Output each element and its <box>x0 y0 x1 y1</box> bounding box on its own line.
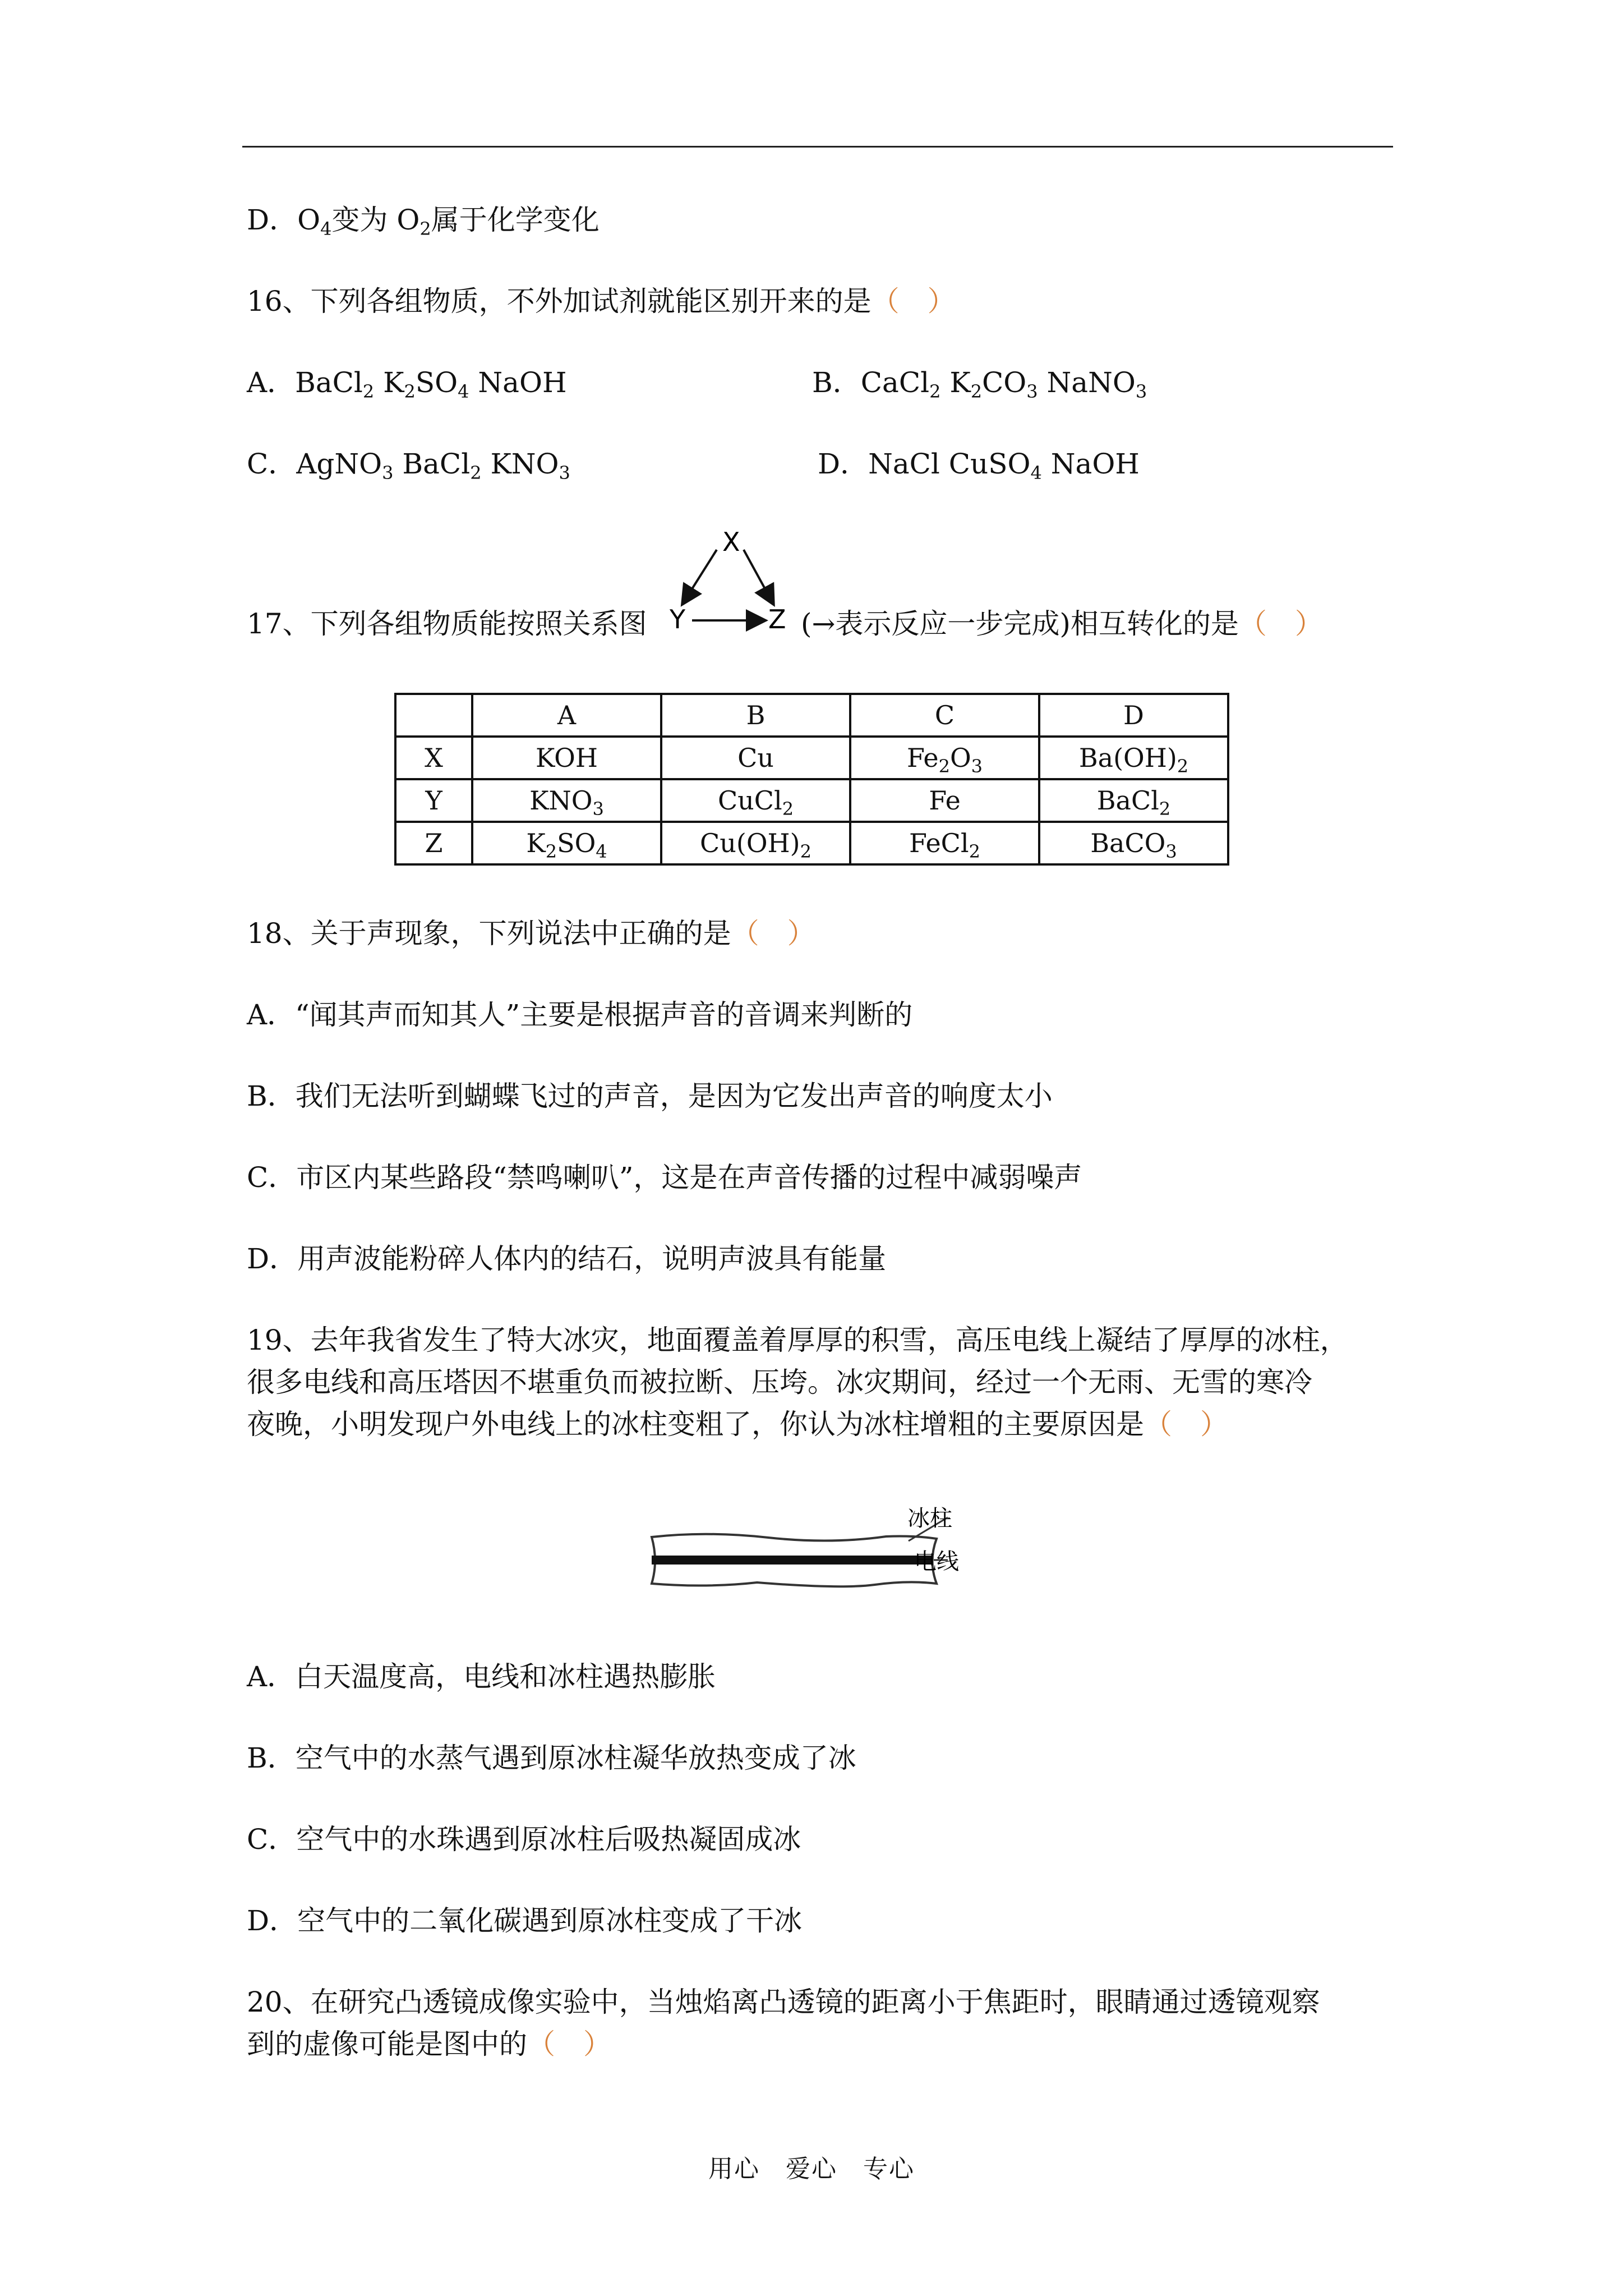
q19-stem-line3: 夜晚，小明发现户外电线上的冰柱变粗了，你认为冰柱增粗的主要原因是（ ） <box>247 1408 1228 1441</box>
q18-option-c: C．市区内某些路段“禁鸣喇叭”，这是在声音传播的过程中减弱噪声 <box>247 1161 1082 1194</box>
table-cell: $KNO_3$ <box>472 779 661 822</box>
table-cell: $Fe_2O_3$ <box>850 737 1039 779</box>
wire-label: 电线 <box>914 1549 959 1575</box>
q17-table <box>394 693 1229 866</box>
row-label: Y <box>395 779 472 822</box>
diagram-z: Z <box>768 604 786 634</box>
q16-stem: 16、下列各组物质，不外加试剂就能区别开来的是（ ） <box>247 285 956 318</box>
q16-option-b: B．CaCl$_2$ $K_2CO_3$ NaNO$_3$ <box>812 366 1147 402</box>
ice-wire-figure <box>645 1495 981 1607</box>
q20-stem-line1: 20、在研究凸透镜成像实验中，当烛焰离凸透镜的距离小于焦距时，眼睛通过透镜观察 <box>247 1986 1320 2018</box>
table-header-cell: A <box>472 694 661 737</box>
q17-stem-post: (→表示反应一步完成)相互转化的是（ ） <box>801 608 1323 640</box>
row-label: Z <box>395 822 472 864</box>
q16-option-a: A．BaCl$_2$ $K_2SO_4$ NaOH <box>247 366 567 402</box>
q15-option-d: D．$O_4$变为 $O_2$属于化学变化 <box>247 204 600 240</box>
q18-stem: 18、关于声现象，下列说法中正确的是（ ） <box>247 917 815 950</box>
table-row <box>395 822 1228 864</box>
diagram-y: Y <box>670 604 686 634</box>
table-cell: Fe <box>850 779 1039 822</box>
q20-stem-line2: 到的虚像可能是图中的（ ） <box>247 2028 611 2060</box>
q19-stem-line2: 很多电线和高压塔因不堪重负而被拉断、压垮。冰灾期间，经过一个无雨、无雪的寒冷 <box>247 1366 1312 1398</box>
page-footer: 用心 爱心 专心 <box>708 2155 915 2183</box>
q19-stem-line1: 19、去年我省发生了特大冰灾，地面覆盖着厚厚的积雪，高压电线上凝结了厚厚的冰柱， <box>247 1324 1348 1356</box>
table-header-cell <box>395 694 472 737</box>
table-cell: Cu <box>661 737 850 779</box>
q17-stem-pre: 17、下列各组物质能按照关系图 <box>247 608 647 640</box>
table-header-cell: D <box>1039 694 1228 737</box>
table-cell: $Cu(OH)_2$ <box>661 822 850 864</box>
table-header-cell: B <box>661 694 850 737</box>
table-row <box>395 737 1228 779</box>
table-header-cell: C <box>850 694 1039 737</box>
q18-option-d: D．用声波能粉碎人体内的结石，说明声波具有能量 <box>247 1243 887 1275</box>
table-header-row <box>395 694 1228 737</box>
ice-label: 冰柱 <box>907 1506 952 1531</box>
table-row <box>395 779 1228 822</box>
table-cell: BaCO$_3$ <box>1039 822 1228 864</box>
diagram-x: X <box>722 527 740 557</box>
table-cell: CuCl$_2$ <box>661 779 850 822</box>
q19-option-b: B．空气中的水蒸气遇到原冰柱凝华放热变成了冰 <box>247 1742 856 1774</box>
relation-diagram <box>667 527 791 639</box>
table-cell: $Ba(OH)_2$ <box>1039 737 1228 779</box>
arrow-x-to-y <box>683 550 717 603</box>
wire <box>652 1556 932 1565</box>
q19-option-a: A．白天温度高，电线和冰柱遇热膨胀 <box>247 1660 716 1693</box>
q16-option-c: C．AgNO$_3$ BaCl$_2$ $KNO_3$ <box>247 448 570 484</box>
table-cell: FeCl$_2$ <box>850 822 1039 864</box>
q18-option-b: B．我们无法听到蝴蝶飞过的声音，是因为它发出声音的响度太小 <box>247 1080 1053 1112</box>
table-cell: BaCl$_2$ <box>1039 779 1228 822</box>
q19-option-d: D．空气中的二氧化碳遇到原冰柱变成了干冰 <box>247 1904 803 1937</box>
header-rule <box>242 146 1393 148</box>
q16-option-d: D．NaCl CuSO$_4$ NaOH <box>818 448 1140 484</box>
row-label: X <box>395 737 472 779</box>
arrow-x-to-z <box>744 550 773 603</box>
q19-option-c: C．空气中的水珠遇到原冰柱后吸热凝固成冰 <box>247 1823 801 1856</box>
table-cell: KOH <box>472 737 661 779</box>
q18-option-a: A．“闻其声而知其人”主要是根据声音的音调来判断的 <box>247 999 913 1031</box>
table-cell: $K_2SO_4$ <box>472 822 661 864</box>
